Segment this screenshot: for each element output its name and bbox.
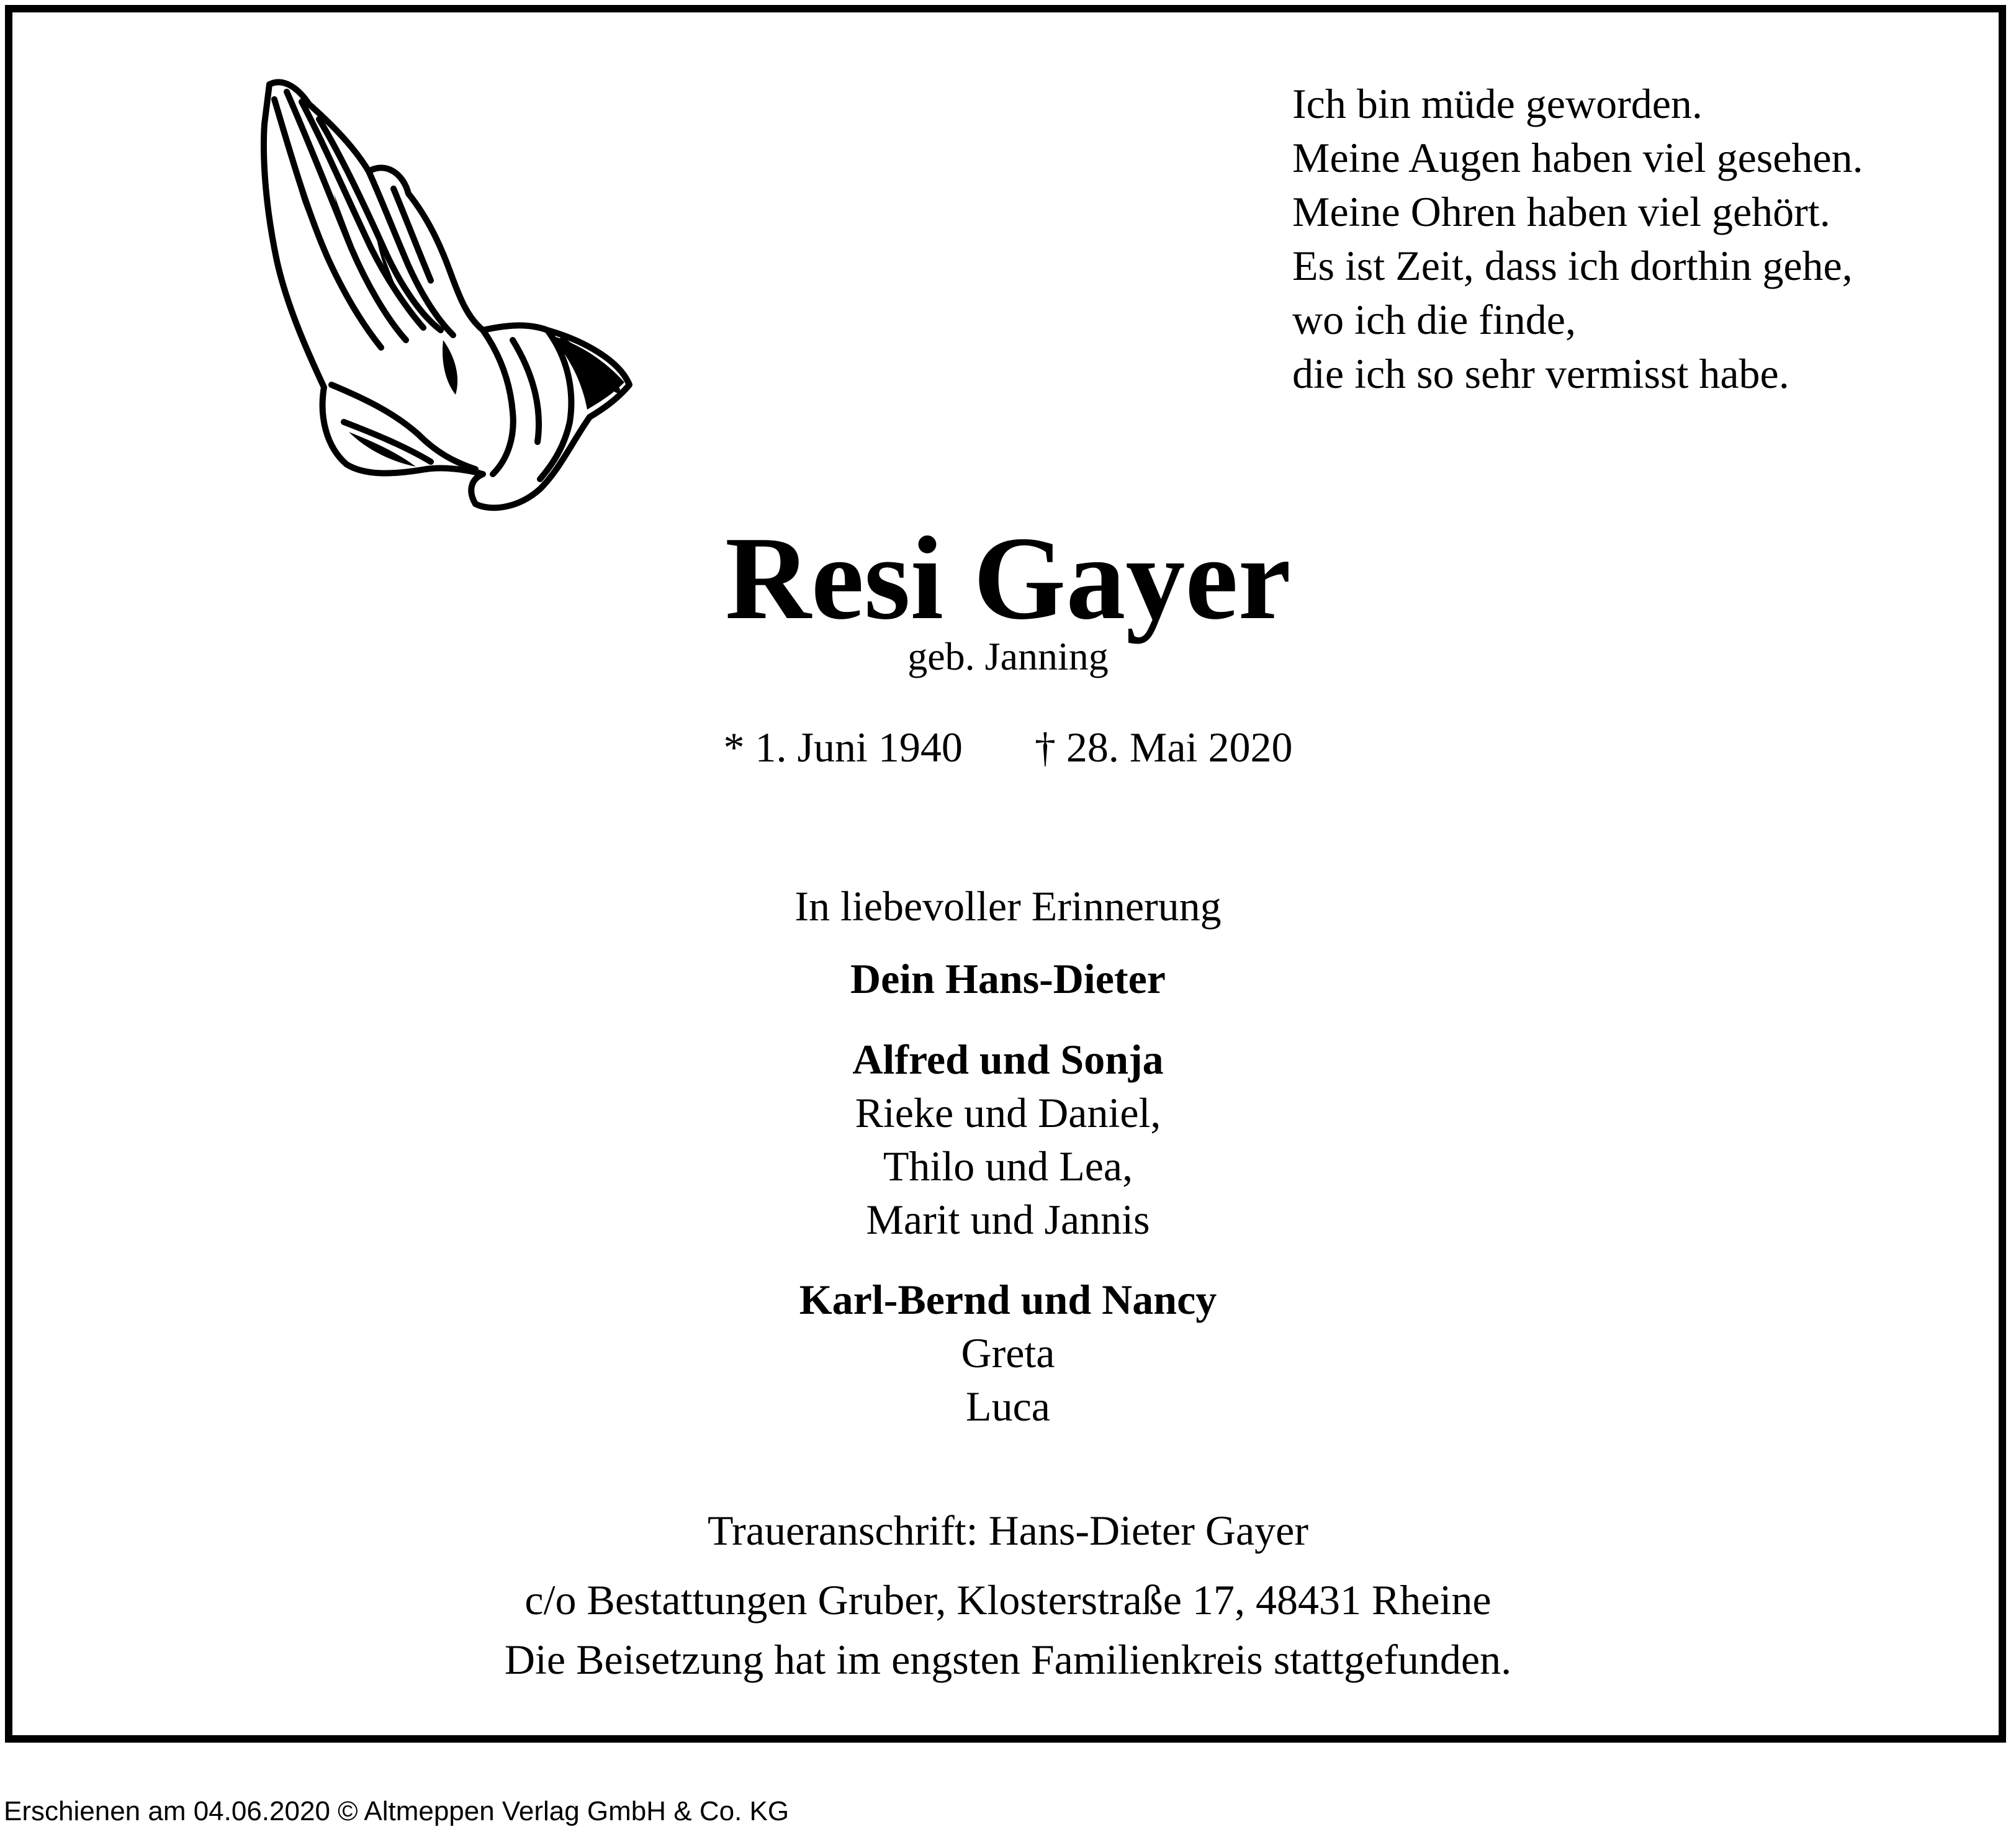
poem-line: Ich bin müde geworden. — [1292, 80, 1703, 127]
deceased-name: Resi Gayer — [725, 512, 1291, 644]
family-head: Karl-Bernd und Nancy — [799, 1276, 1217, 1323]
life-dates — [0, 721, 2016, 773]
family-member: Marit und Jannis — [866, 1196, 1150, 1243]
poem-line: Meine Augen haben viel gesehen. — [1292, 134, 1863, 181]
family-member: Thilo und Lea, — [883, 1143, 1133, 1190]
address-line: Traueranschrift: Hans-Dieter Gayer — [707, 1507, 1308, 1554]
family-group — [0, 1273, 2016, 1433]
poem-line: Es ist Zeit, dass ich dorthin gehe, — [1292, 242, 1853, 289]
family-member: Luca — [966, 1383, 1050, 1430]
address-line: c/o Bestattungen Gruber, Klosterstraße 17, 48431 Rheine — [524, 1576, 1492, 1623]
birth-date: * 1. Juni 1940 — [723, 724, 963, 771]
family-head: Alfred und Sonja — [852, 1036, 1164, 1083]
memory-line: In liebevoller Erinnerung — [794, 882, 1222, 930]
poem-line: die ich so sehr vermisst habe. — [1292, 350, 1789, 397]
family-member: Rieke und Daniel, — [855, 1089, 1161, 1136]
poem-line: wo ich die finde, — [1292, 296, 1576, 343]
burial-note: Die Beisetzung hat im engsten Familienkreis stattgefunden. — [504, 1636, 1512, 1683]
family-group — [0, 952, 2016, 1005]
family-group — [0, 1033, 2016, 1246]
poem — [1292, 77, 1863, 401]
publication-footer: Erschienen am 04.06.2020 © Altmeppen Verlag GmbH & Co. KG — [4, 1796, 790, 1826]
spouse-name: Dein Hans-Dieter — [850, 955, 1166, 1002]
poem-line: Meine Ohren haben viel gehört. — [1292, 188, 1830, 235]
mourning-address — [0, 1496, 2016, 1635]
family-member: Greta — [961, 1329, 1055, 1376]
maiden-name: geb. Janning — [907, 634, 1109, 678]
death-date: † 28. Mai 2020 — [1034, 724, 1293, 771]
praying-hands-icon — [257, 74, 634, 516]
